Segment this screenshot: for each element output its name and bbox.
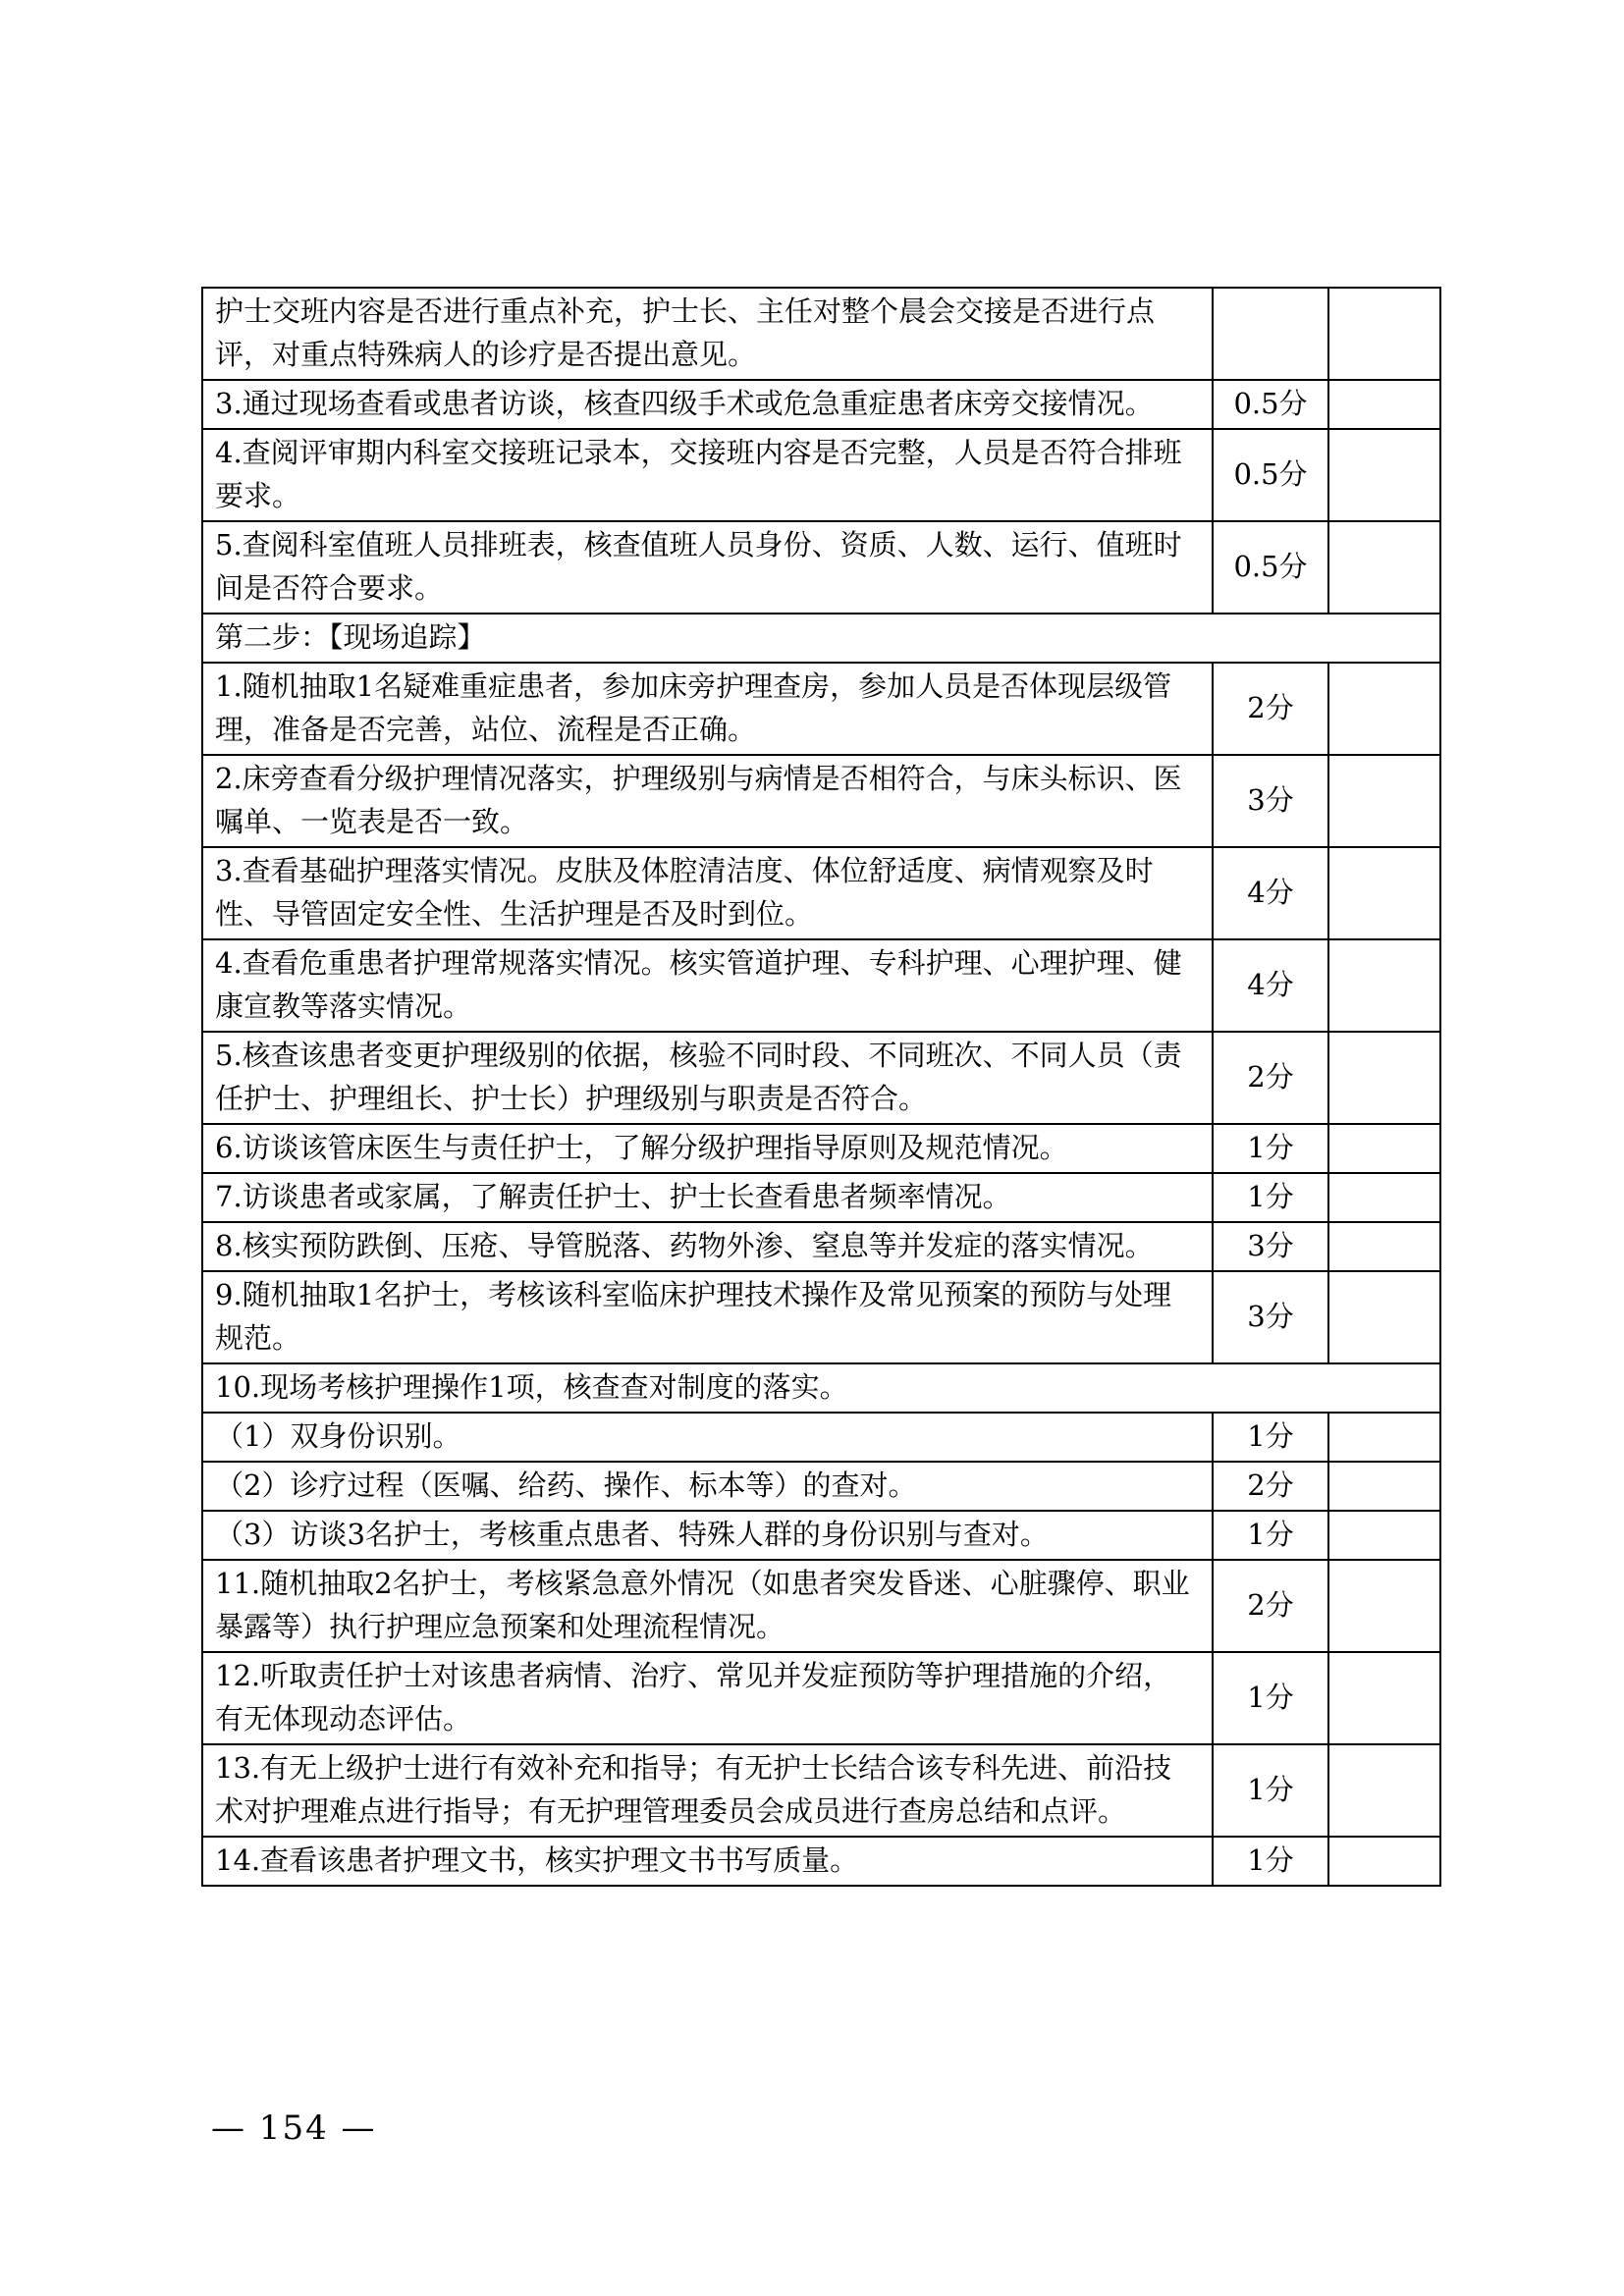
table-row (202, 521, 1440, 614)
item-score: 1分 (1213, 1744, 1328, 1837)
section-heading: 第二步：【现场追踪】 (202, 614, 1440, 663)
item-text: 8.核实预防跌倒、压疮、导管脱落、药物外渗、窒息等并发症的落实情况。 (202, 1222, 1213, 1271)
item-score: 4分 (1213, 847, 1328, 939)
item-text: 9.随机抽取1名护士，考核该科室临床护理技术操作及常见预案的预防与处理规范。 (202, 1271, 1213, 1363)
item-note (1328, 847, 1440, 939)
item-note (1328, 521, 1440, 614)
subsection-heading: 10.现场考核护理操作1项，核查查对制度的落实。 (202, 1363, 1440, 1413)
item-score: 2分 (1213, 1462, 1328, 1511)
table-row (202, 1462, 1440, 1511)
item-note (1328, 1462, 1440, 1511)
item-note (1328, 1837, 1440, 1886)
item-note (1328, 1173, 1440, 1222)
table-row (202, 380, 1440, 429)
item-text: 3.查看基础护理落实情况。皮肤及体腔清洁度、体位舒适度、病情观察及时性、导管固定安全性、生活护理是否及时到位。 (202, 847, 1213, 939)
item-note (1328, 1652, 1440, 1744)
item-note (1328, 755, 1440, 847)
table-row (202, 1837, 1440, 1886)
item-note (1328, 1511, 1440, 1560)
table-row (202, 939, 1440, 1032)
item-score: 0.5分 (1213, 380, 1328, 429)
item-score: 3分 (1213, 1271, 1328, 1363)
subsection-row (202, 1363, 1440, 1413)
item-score: 1分 (1213, 1837, 1328, 1886)
item-text: 7.访谈患者或家属，了解责任护士、护士长查看患者频率情况。 (202, 1173, 1213, 1222)
item-text: 6.访谈该管床医生与责任护士，了解分级护理指导原则及规范情况。 (202, 1124, 1213, 1173)
item-note (1328, 1032, 1440, 1124)
item-score: 1分 (1213, 1652, 1328, 1744)
table-row (202, 663, 1440, 755)
item-text: （1）双身份识别。 (202, 1413, 1213, 1462)
item-text: 11.随机抽取2名护士，考核紧急意外情况（如患者突发昏迷、心脏骤停、职业暴露等）执行护理应急预案和处理流程情况。 (202, 1560, 1213, 1652)
item-score (1213, 288, 1328, 380)
item-score: 3分 (1213, 755, 1328, 847)
item-score: 1分 (1213, 1511, 1328, 1560)
table-row (202, 1032, 1440, 1124)
item-score: 3分 (1213, 1222, 1328, 1271)
item-text: 4.查阅评审期内科室交接班记录本，交接班内容是否完整，人员是否符合排班要求。 (202, 429, 1213, 521)
item-text: 13.有无上级护士进行有效补充和指导；有无护士长结合该专科先进、前沿技术对护理难点进行指导；有无护理管理委员会成员进行查房总结和点评。 (202, 1744, 1213, 1837)
page-number: — 154 — (211, 2109, 377, 2148)
table-row (202, 1413, 1440, 1462)
item-note (1328, 288, 1440, 380)
item-score: 1分 (1213, 1173, 1328, 1222)
item-note (1328, 1560, 1440, 1652)
item-score: 2分 (1213, 1560, 1328, 1652)
item-text: （2）诊疗过程（医嘱、给药、操作、标本等）的查对。 (202, 1462, 1213, 1511)
scoring-table (201, 287, 1441, 1887)
item-score: 0.5分 (1213, 429, 1328, 521)
item-score: 1分 (1213, 1413, 1328, 1462)
table-row (202, 1173, 1440, 1222)
table-row (202, 1124, 1440, 1173)
table-row (202, 755, 1440, 847)
section-header-row (202, 614, 1440, 663)
table-row (202, 288, 1440, 380)
item-score: 4分 (1213, 939, 1328, 1032)
item-score: 0.5分 (1213, 521, 1328, 614)
item-score: 2分 (1213, 1032, 1328, 1124)
table-row (202, 1271, 1440, 1363)
item-note (1328, 663, 1440, 755)
item-text: 3.通过现场查看或患者访谈，核查四级手术或危急重症患者床旁交接情况。 (202, 380, 1213, 429)
table-row (202, 847, 1440, 939)
item-text: 12.听取责任护士对该患者病情、治疗、常见并发症预防等护理措施的介绍，有无体现动态评估。 (202, 1652, 1213, 1744)
item-note (1328, 1222, 1440, 1271)
table-row (202, 1222, 1440, 1271)
item-note (1328, 1271, 1440, 1363)
item-text: 1.随机抽取1名疑难重症患者，参加床旁护理查房，参加人员是否体现层级管理，准备是否完善，站位、流程是否正确。 (202, 663, 1213, 755)
item-text: 4.查看危重患者护理常规落实情况。核实管道护理、专科护理、心理护理、健康宣教等落实情况。 (202, 939, 1213, 1032)
item-note (1328, 429, 1440, 521)
item-text: 5.核查该患者变更护理级别的依据，核验不同时段、不同班次、不同人员（责任护士、护理组长、护士长）护理级别与职责是否符合。 (202, 1032, 1213, 1124)
table-row (202, 1560, 1440, 1652)
item-text: 护士交班内容是否进行重点补充，护士长、主任对整个晨会交接是否进行点评，对重点特殊病人的诊疗是否提出意见。 (202, 288, 1213, 380)
table-row (202, 429, 1440, 521)
item-note (1328, 939, 1440, 1032)
item-note (1328, 1744, 1440, 1837)
table-row (202, 1744, 1440, 1837)
item-text: 14.查看该患者护理文书，核实护理文书书写质量。 (202, 1837, 1213, 1886)
item-text: 2.床旁查看分级护理情况落实，护理级别与病情是否相符合，与床头标识、医嘱单、一览表是否一致。 (202, 755, 1213, 847)
item-text: 5.查阅科室值班人员排班表，核查值班人员身份、资质、人数、运行、值班时间是否符合要求。 (202, 521, 1213, 614)
item-score: 2分 (1213, 663, 1328, 755)
item-note (1328, 1413, 1440, 1462)
item-text: （3）访谈3名护士，考核重点患者、特殊人群的身份识别与查对。 (202, 1511, 1213, 1560)
table-row (202, 1511, 1440, 1560)
item-note (1328, 1124, 1440, 1173)
table-row (202, 1652, 1440, 1744)
item-score: 1分 (1213, 1124, 1328, 1173)
item-note (1328, 380, 1440, 429)
